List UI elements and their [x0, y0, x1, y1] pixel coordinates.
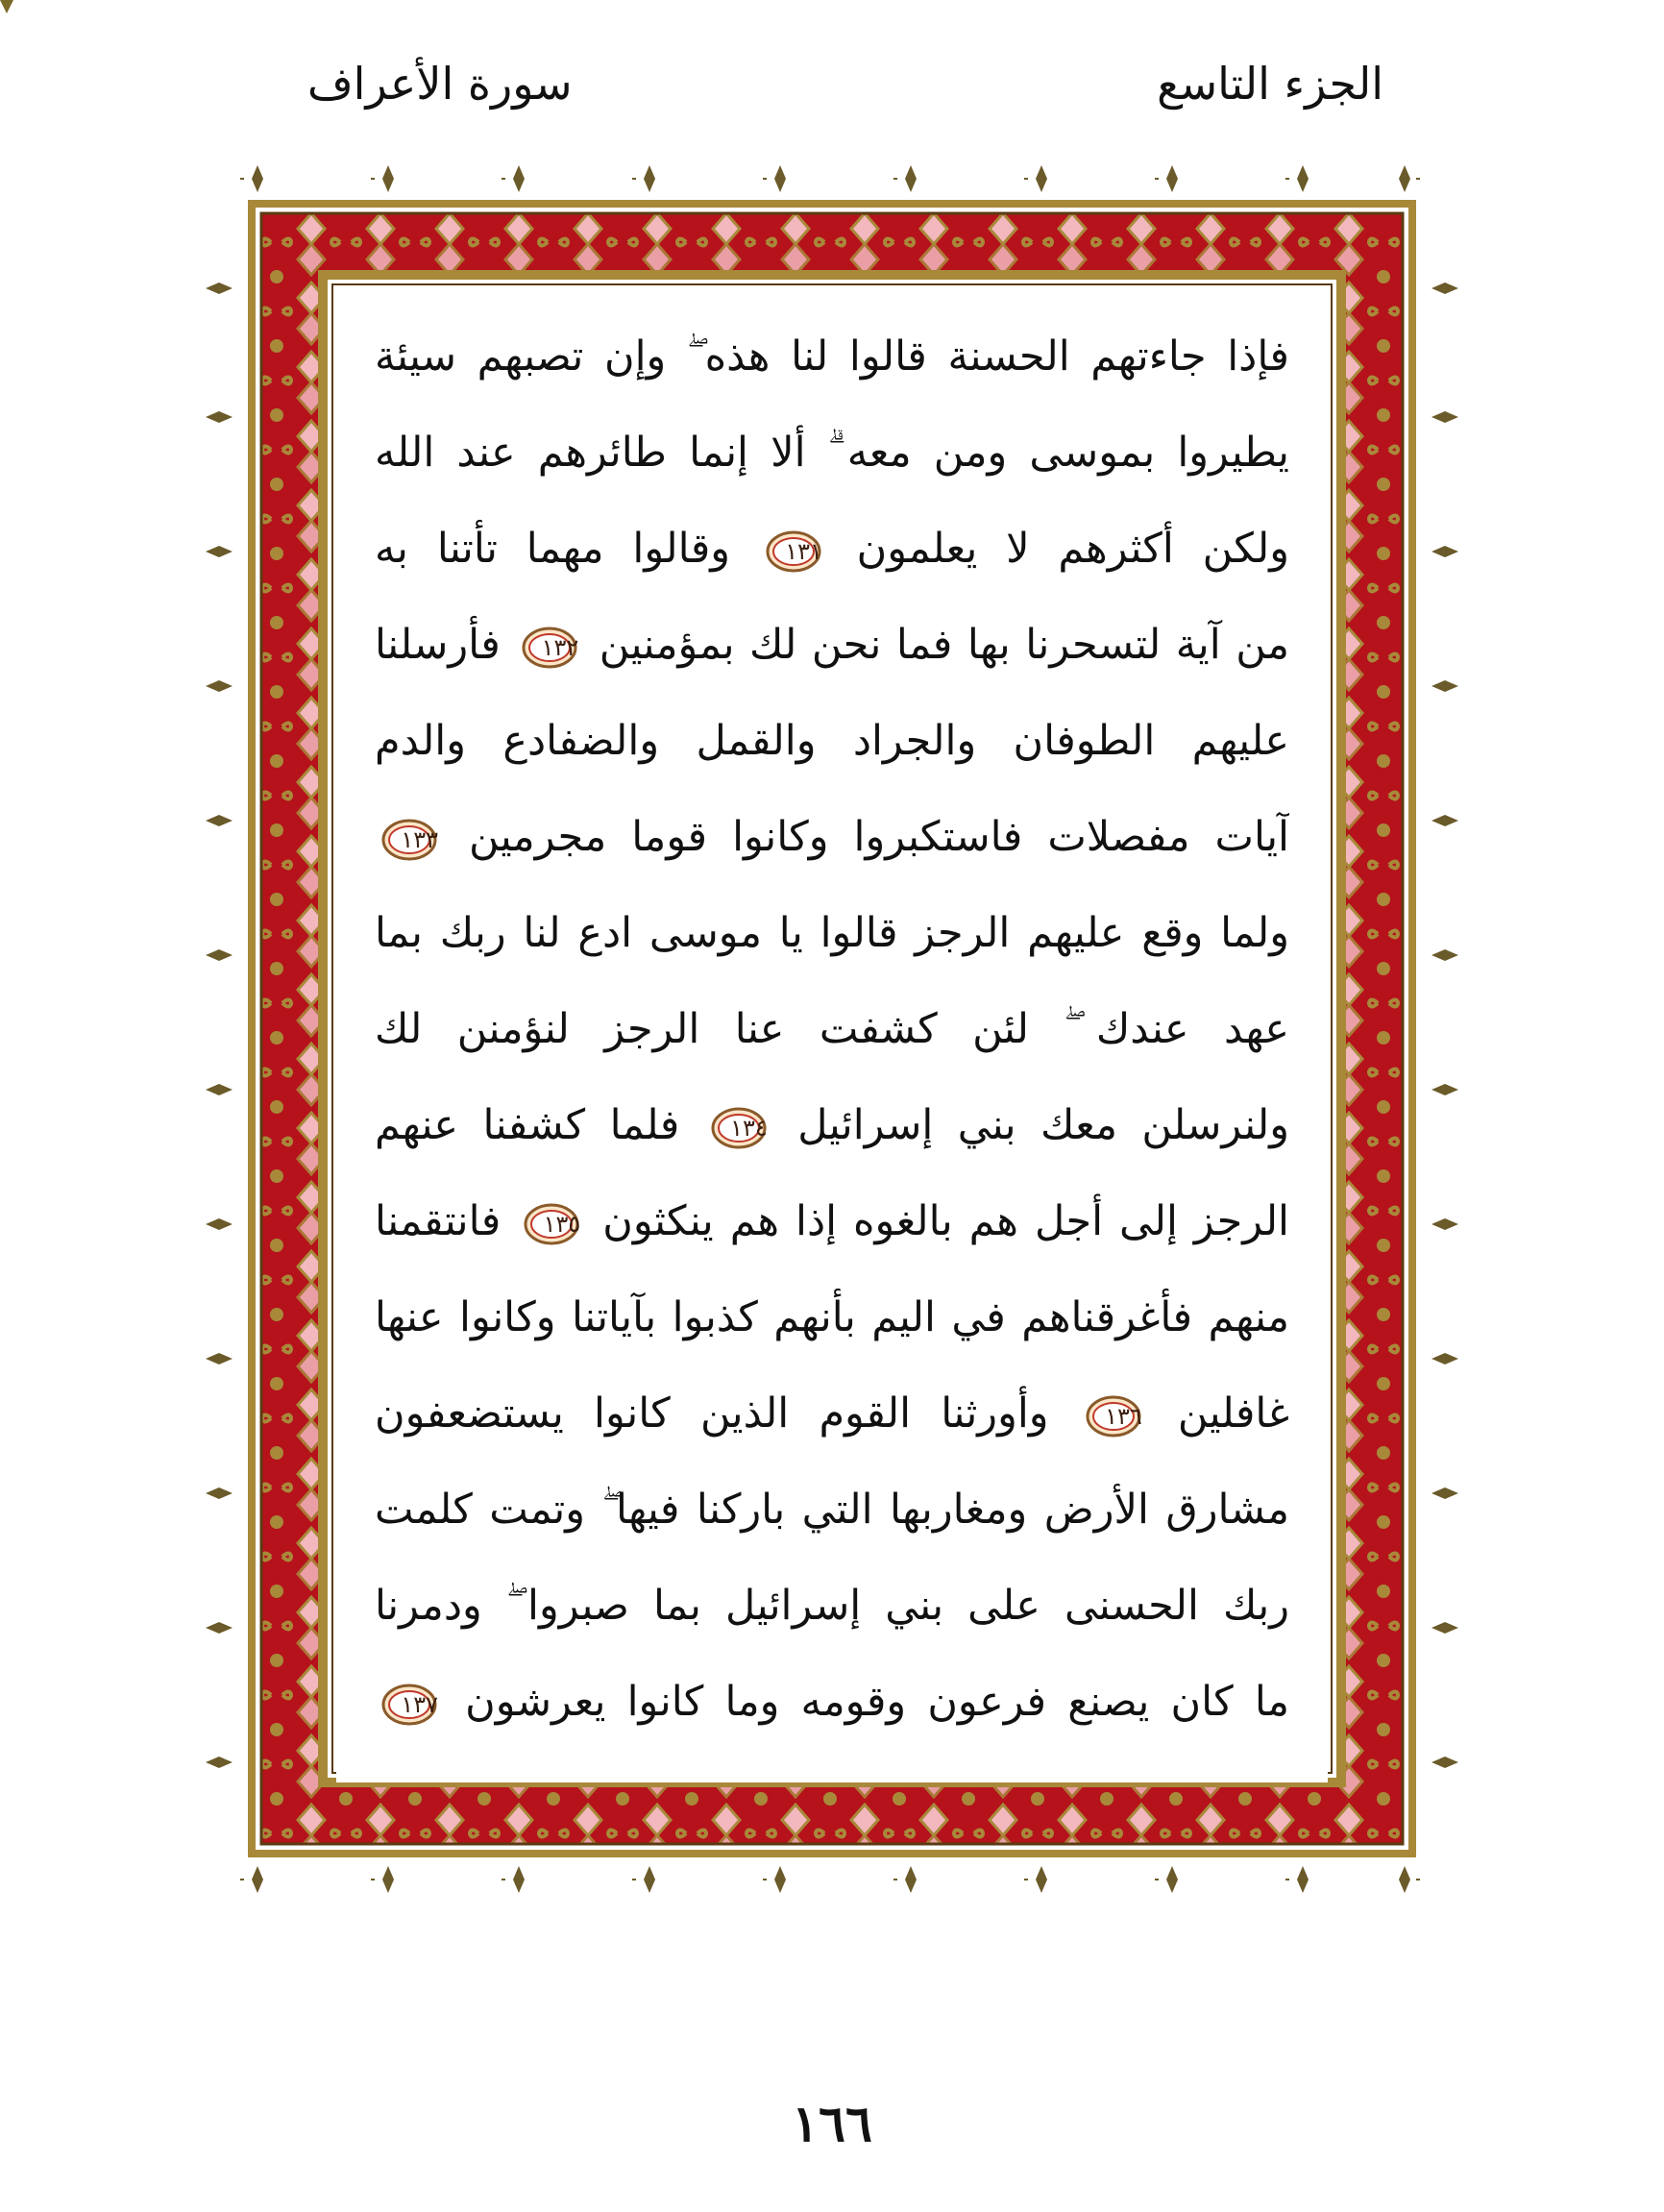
verse-line: [375, 315, 1289, 398]
verse-text: فلما كشفنا عنهم: [375, 1101, 704, 1149]
verse-number: ١٣٧: [401, 1690, 438, 1718]
verse-text: فانتقمنا: [375, 1197, 518, 1245]
verse-line: [375, 1468, 1289, 1551]
verse-text: غافلين: [1147, 1389, 1289, 1438]
verse-line: [375, 507, 1289, 590]
verse-text: ولكن أكثرهم لا يعلمون: [827, 525, 1289, 573]
verse-text: الرجز إلى أجل هم بالغوه إذا هم ينكثون: [586, 1197, 1289, 1245]
verse-line: [375, 700, 1289, 782]
verse-text: ولما وقع عليهم الرجز قالوا يا موسى ادع لنا ربك بما: [375, 909, 1289, 957]
verse-number-marker: [521, 625, 578, 671]
verse-text: فأرسلنا: [375, 621, 516, 669]
verse-line: [375, 411, 1289, 494]
verse-text: عهد عندك ۖ لئن كشفت عنا الرجز لنؤمنن لك: [375, 1005, 1289, 1053]
surah-title: سورة الأعراف: [307, 58, 573, 110]
verse-text: مشارق الأرض ومغاربها التي باركنا فيها ۖ وتمت كلمت: [375, 1486, 1289, 1534]
verse-text: ولنرسلن معك بني إسرائيل: [772, 1101, 1289, 1149]
verse-line: [375, 892, 1289, 974]
verse-line: [375, 796, 1289, 878]
verse-line: [375, 603, 1289, 686]
verse-text: وقالوا مهما تأتنا به: [375, 525, 759, 573]
verse-line: [375, 988, 1289, 1070]
verse-text: عليهم الطوفان والجراد والقمل والضفادع والدم: [375, 717, 1289, 765]
verse-text: وأورثنا القوم الذين كانوا يستضعفون: [375, 1389, 1079, 1438]
verse-number: ١٣١: [785, 537, 822, 565]
verse-text: آيات مفصلات فاستكبروا وكانوا قوما مجرمين: [444, 813, 1289, 861]
verse-text: فإذا جاءتهم الحسنة قالوا لنا هذه ۖ وإن تصبهم سيئة: [375, 332, 1289, 381]
verse-number: ١٣٤: [730, 1114, 768, 1142]
verse-text: يطيروا بموسى ومن معه ۗ ألا إنما طائرهم عند الله: [375, 429, 1289, 477]
verse-line: [375, 1372, 1289, 1455]
verse-number-marker: [380, 817, 438, 863]
verse-number: ١٣٦: [1105, 1402, 1142, 1430]
verse-number-marker: [1085, 1393, 1142, 1439]
verse-line: [375, 1084, 1289, 1167]
verse-line: [375, 1276, 1289, 1359]
verse-text-area: [336, 288, 1328, 1782]
verse-number: ١٣٥: [543, 1210, 581, 1238]
verse-line: [375, 1660, 1289, 1743]
verse-number: ١٣٣: [401, 825, 438, 853]
verse-text: ربك الحسنى على بني إسرائيل بما صبروا ۖ ودمرنا: [375, 1582, 1289, 1630]
verse-text: ما كان يصنع فرعون وقومه وما كانوا يعرشون: [444, 1678, 1289, 1726]
verse-line: [375, 1564, 1289, 1647]
verse-number: ١٣٢: [541, 633, 579, 661]
verse-number-marker: [523, 1201, 580, 1247]
verse-text: من آية لتسحرنا بها فما نحن لك بمؤمنين: [584, 621, 1289, 669]
verse-text: منهم فأغرقناهم في اليم بأنهم كذبوا بآياتنا وكانوا عنها: [375, 1293, 1289, 1341]
verse-number-marker: [380, 1682, 438, 1728]
verse-number-marker: [765, 528, 822, 575]
juz-title: الجزء التاسع: [1157, 58, 1383, 110]
verse-number-marker: [710, 1105, 768, 1151]
page-number: ١٦٦: [792, 2095, 872, 2153]
verse-line: [375, 1180, 1289, 1263]
